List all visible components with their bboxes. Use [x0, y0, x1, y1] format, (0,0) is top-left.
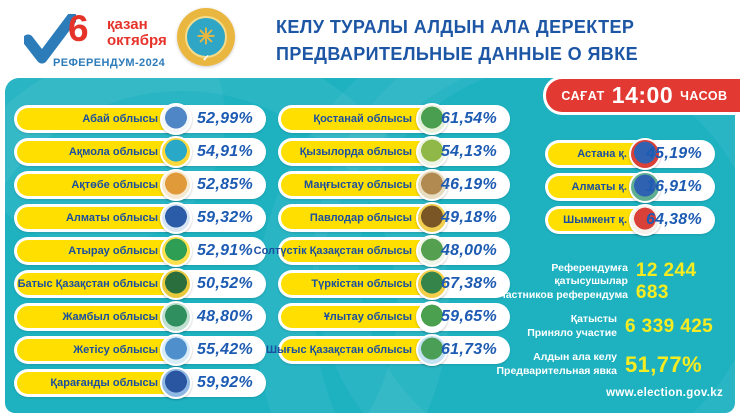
region-name-label: Түркістан облысы [311, 278, 412, 290]
region-row [545, 140, 715, 168]
region-name-label: Ақмола облысы [68, 146, 158, 158]
region-name-label: Батыс Қазақстан облысы [17, 278, 158, 290]
turnout-value: 46,19% [440, 176, 498, 193]
totals-block [491, 260, 729, 388]
turnout-value: 16,91% [645, 178, 703, 195]
turnout-value: 54,91% [196, 143, 254, 160]
region-row [14, 303, 266, 331]
region-row [14, 369, 266, 397]
time-pill [543, 76, 740, 115]
turnout-value: 52,91% [196, 242, 254, 259]
region-name-label: Шығыс Қазақстан облысы [266, 344, 412, 356]
turnout-value: 48,00% [440, 242, 498, 259]
turnout-value: 64,38% [645, 211, 703, 228]
region-name-label: Ақтөбе облысы [71, 179, 158, 191]
turnout-value: 49,18% [440, 209, 498, 226]
region-row [14, 105, 266, 133]
turnout-value: 67,38% [440, 275, 498, 292]
region-name-label: Ұлытау облысы [323, 311, 412, 323]
turnout-value: 59,65% [440, 308, 498, 325]
region-row [14, 270, 266, 298]
turnout-value: 61,54% [440, 110, 498, 127]
turnout-value: 50,52% [196, 275, 254, 292]
central-election-commission-emblem-icon [177, 8, 235, 66]
turnout-value: 52,85% [196, 176, 254, 193]
region-row [278, 171, 510, 199]
regions-column-middle [253, 105, 510, 369]
stat-label-kk: Алдын ала келу [533, 351, 617, 364]
region-name-label: Абай облысы [82, 113, 158, 125]
region-row [266, 336, 510, 364]
region-name-label: Қарағанды облысы [50, 377, 158, 389]
title-line-ru: ПРЕДВАРИТЕЛЬНЫЕ ДАННЫЕ О ЯВКЕ [276, 44, 638, 64]
region-row [278, 270, 510, 298]
region-row [14, 336, 266, 364]
stat-label-ru: Приняло участие [527, 327, 617, 339]
region-row [253, 237, 510, 265]
stat-labels [491, 262, 628, 303]
region-row [14, 237, 266, 265]
stat-label-kk: Қатысты [570, 313, 617, 326]
region-name-label: Атырау облысы [68, 245, 158, 257]
badge-month-ru: октября [107, 32, 167, 49]
main-panel [5, 78, 735, 413]
page-title [276, 14, 638, 68]
region-name-label: Қостанай облысы [313, 113, 412, 125]
region-row [278, 105, 510, 133]
emblem-ornament-icon: ✳ [185, 16, 227, 58]
region-name-label: Алматы қ. [571, 181, 627, 193]
region-name-label: Павлодар облысы [309, 212, 412, 224]
region-name-label: Астана қ. [577, 148, 627, 160]
turnout-value: 55,42% [196, 341, 254, 358]
turnout-value: 59,92% [196, 374, 254, 391]
region-name-label: Жетісу облысы [73, 344, 158, 356]
stat-row [491, 312, 729, 342]
region-name-label: Шымкент қ. [563, 214, 627, 226]
badge-month-kk: қазан [107, 16, 148, 33]
region-row [278, 138, 510, 166]
region-name-label: Алматы облысы [65, 212, 158, 224]
region-row [545, 173, 715, 201]
stat-labels [497, 351, 618, 378]
turnout-value: 52,99% [196, 110, 254, 127]
referendum-date-badge [24, 8, 184, 74]
turnout-value: 59,32% [196, 209, 254, 226]
turnout-value: 54,13% [440, 143, 498, 160]
time-suffix: ЧАСОВ [680, 88, 728, 103]
stat-label-kk: Референдумға қатысушылар [551, 261, 628, 288]
region-row [14, 138, 266, 166]
badge-months [107, 17, 167, 49]
stat-labels [527, 313, 617, 340]
region-row [14, 171, 266, 199]
time-value: 14:00 [611, 82, 674, 108]
turnout-value: 45,19% [645, 145, 703, 162]
stat-value: 6 339 425 [625, 316, 714, 337]
stat-value: 51,77% [625, 352, 703, 377]
region-name-label: Маңғыстау облысы [304, 179, 412, 191]
time-prefix: САҒАТ [561, 88, 605, 103]
region-row [278, 204, 510, 232]
region-row [14, 204, 266, 232]
region-row [278, 303, 510, 331]
stat-row [491, 350, 729, 380]
stat-row [491, 260, 729, 304]
region-name-label: Жамбыл облысы [62, 311, 158, 323]
website-url: www.election.gov.kz [606, 387, 723, 399]
region-name-label: Қызылорда облысы [299, 146, 412, 158]
stat-value: 12 244 683 [635, 260, 697, 303]
region-name-label: Солтүстік Қазақстан облысы [253, 245, 412, 257]
region-row [545, 206, 715, 234]
turnout-value: 61,73% [440, 341, 498, 358]
regions-column-left [14, 105, 266, 402]
badge-event-label: РЕФЕРЕНДУМ-2024 [53, 57, 166, 69]
turnout-value: 48,80% [196, 308, 254, 325]
title-line-kk: КЕЛУ ТУРАЛЫ АЛДЫН АЛА ДЕРЕКТЕР [276, 17, 635, 37]
badge-day: 6 [68, 8, 89, 49]
stat-label-ru: Предварительная явка [496, 365, 617, 377]
cities-column [545, 140, 715, 239]
stat-label-ru: Участников референдума [493, 288, 628, 301]
